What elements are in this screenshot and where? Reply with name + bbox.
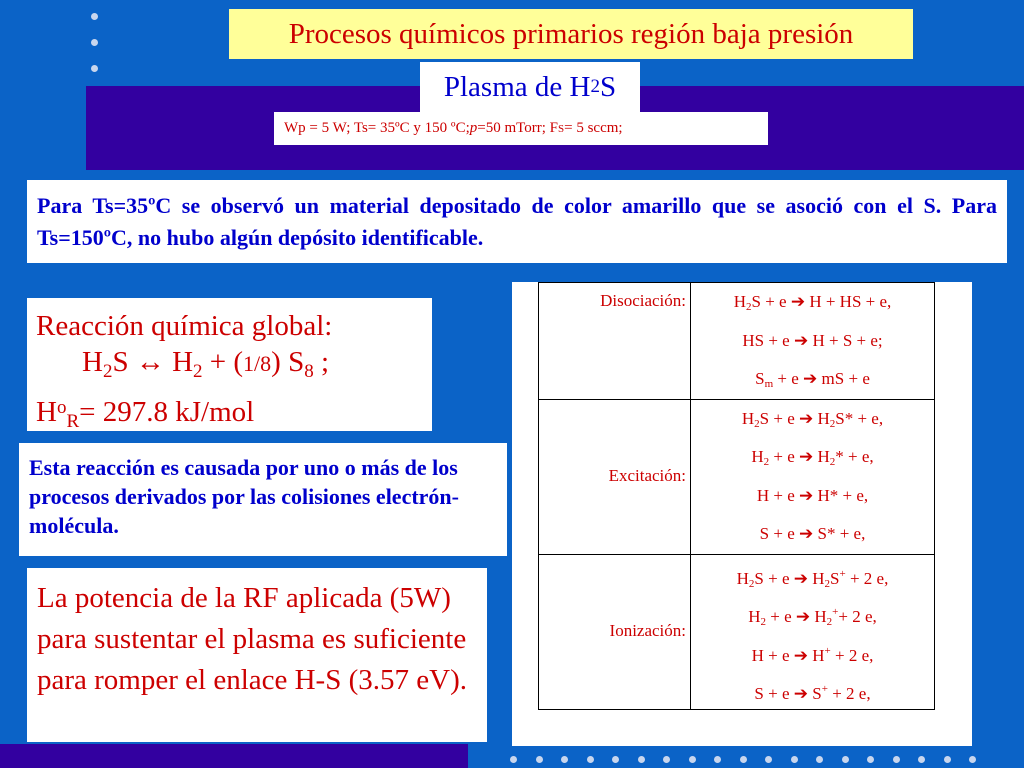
decorative-dot [816,756,823,763]
process-equation: $H_2 + e$ ➔ $H_2^++ 2$ e, [748,606,877,628]
params-part-3: = 5 sccm; [564,120,623,136]
decorative-dot [791,756,798,763]
eq-part-c: + ( [202,346,244,378]
decorative-dot [536,756,543,763]
decorative-dot [689,756,696,763]
process-equation: S + e ➔ S+ + 2 e, [754,683,871,703]
enthalpy-value: = 297.8 kJ/mol [79,396,255,428]
observation-box [27,180,1007,263]
decorative-dot [918,756,925,763]
decorative-dot [612,756,619,763]
processes-table-panel [512,282,972,746]
process-equation: $S_m + e$ ➔ mS + e [755,369,870,390]
decorative-dot [587,756,594,763]
process-equations [691,283,935,400]
rf-power-box [27,568,487,742]
slide-title-text: Procesos químicos primarios región baja presión [288,17,854,50]
process-label: Excitación: [539,399,691,554]
decorative-dot [765,756,772,763]
decorative-dot [91,13,98,20]
eq-part-b: S ↔ H [112,346,194,378]
process-equation: $H_2S + e$ ➔ $H_2S^+ + 2$ e, [736,567,889,590]
rf-power-text: La potencia de la RF aplicada (5W) para sustentar el plasma es suficiente para romper el enlace H-S (3.57 eV). [37,582,467,696]
eq-fraction: 1/8 [243,351,272,376]
decorative-dot [740,756,747,763]
eq-part-a: H [82,346,103,378]
process-row [539,554,935,709]
process-equation: S + e ➔ S* + e, [759,524,866,543]
process-label: Disociación: [539,283,691,400]
decorative-dot [969,756,976,763]
parameters-box [274,112,768,145]
global-reaction-box [27,298,432,431]
params-flow-sub: S [558,122,565,135]
process-equations [691,554,935,709]
reaction-equation [36,344,432,390]
eq-sub-d: 8 [304,361,314,382]
plasma-subtitle-sub: 2 [590,76,600,97]
decorative-dot [714,756,721,763]
decorative-dot [867,756,874,763]
eq-part-d: ) S [271,346,305,378]
decorative-dot [842,756,849,763]
decorative-dot [91,39,98,46]
params-part-1: Wp = 5 W; Ts= 35ºC y 150 ºC; [284,120,470,136]
process-equation: $H_2 + e$ ➔ $H_2* + e$, [751,447,874,468]
eq-sub-a: 2 [102,361,113,382]
processes-table [538,282,935,710]
plasma-subtitle-text: Plasma de H [443,70,591,103]
decorative-dot [638,756,645,763]
slide-title [229,9,913,59]
observation-text: Para Ts=35ºC se observó un material depositado de color amarillo que se asoció con el S. Para Ts=150ºC, no hubo algún depósito identificable. [37,193,997,250]
decorative-dot [91,65,98,72]
process-equations [691,399,935,554]
cause-text: Esta reacción es causada por uno o más de los procesos derivados por las colisiones electrón-molécula. [29,455,459,538]
process-row [539,283,935,400]
process-row [539,399,935,554]
process-equation: $H_2S + e$ ➔ H + HS + e, [733,292,892,313]
enthalpy-sub: R [66,411,80,432]
bottom-band [0,744,468,768]
params-part-2: =50 mTorr; F [477,120,558,136]
process-equation: H + e ➔ H* + e, [756,485,869,505]
plasma-subtitle [420,62,640,112]
enthalpy-sup: o [56,397,67,418]
decorative-dot [561,756,568,763]
decorative-dot [944,756,951,763]
decorative-dot [893,756,900,763]
process-equation: HS + e ➔ H + S + e; [742,330,883,350]
reaction-enthalpy [36,390,432,440]
process-equation: H + e ➔ H+ + 2 e, [751,644,874,665]
eq-sub-b: 2 [193,361,203,382]
decorative-dot [510,756,517,763]
reaction-heading: Reacción química global: [36,310,333,342]
eq-part-e: ; [313,346,330,378]
process-equation: $H_2S + e$ ➔ $H_2S* + e$, [741,408,884,430]
cause-box [19,443,507,556]
process-label: Ionización: [539,554,691,709]
enthalpy-h: H [36,396,57,428]
decorative-dot [663,756,670,763]
params-pressure-symbol: p [469,120,478,136]
plasma-subtitle-suffix: S [599,70,617,103]
